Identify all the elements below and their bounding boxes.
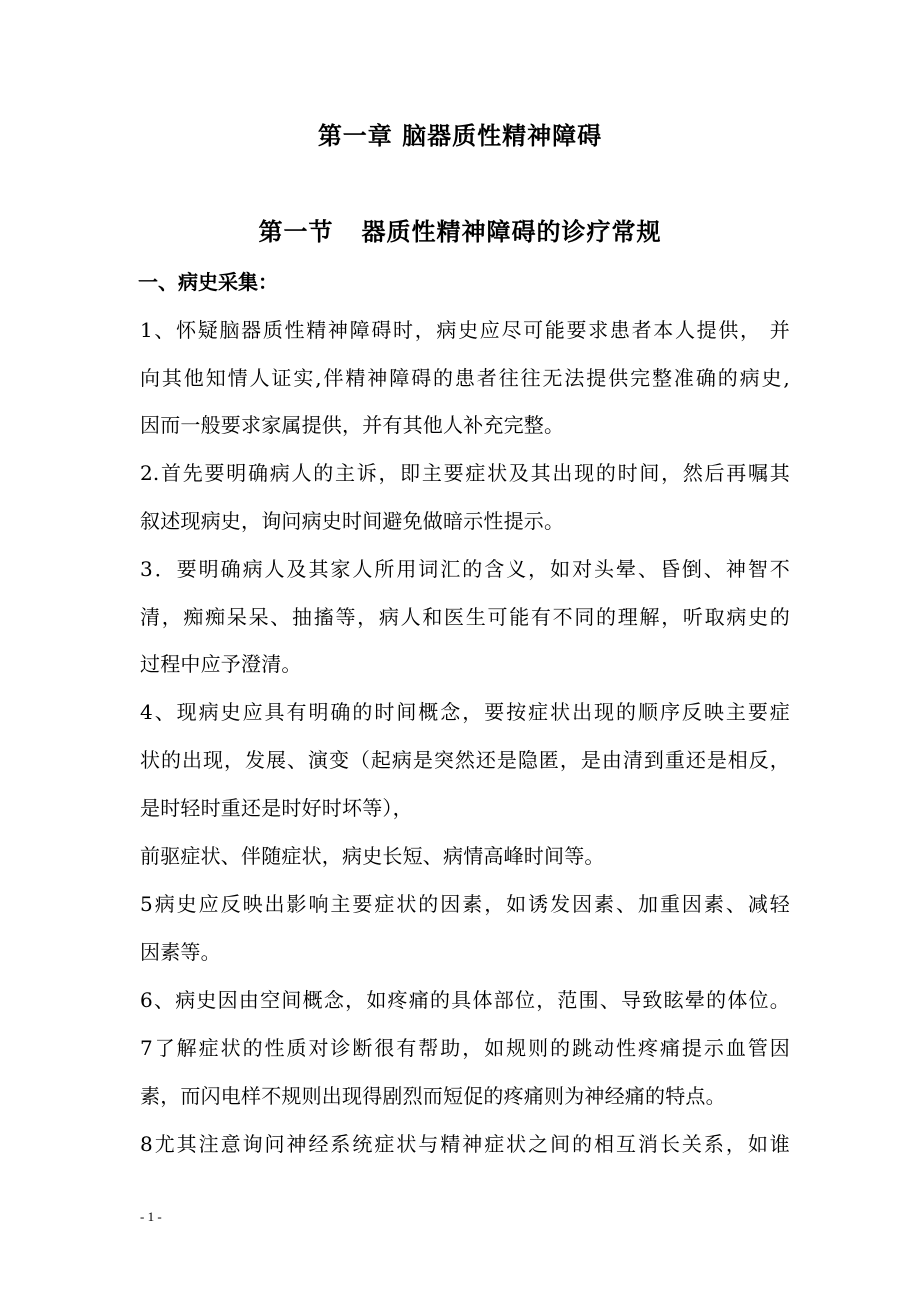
paragraph-line: 6、病史因由空间概念，如疼痛的具体部位，范围、导致眩晕的体位。 — [140, 988, 790, 1012]
paragraph-line: 因素等。 — [140, 940, 221, 964]
paragraph-line: 2.首先要明确病人的主诉，即主要症状及其出现的时间，然后再嘱其 — [140, 461, 790, 485]
paragraph-line: 1、怀疑脑器质性精神障碍时，病史应尽可能要求患者本人提供， 并 — [140, 318, 790, 342]
paragraph-line: 向其他知情人证实,伴精神障碍的患者往往无法提供完整准确的病史, — [140, 366, 790, 390]
subsection-heading: 一、病史采集： — [138, 270, 278, 294]
paragraph-line: 清，痴痴呆呆、抽搐等，病人和医生可能有不同的理解，听取病史的 — [140, 605, 790, 629]
paragraph-line: 是时轻时重还是时好时坏等）， — [140, 796, 413, 820]
section-title: 第一节 器质性精神障碍的诊疗常规 — [258, 217, 662, 246]
paragraph-line: 8尤其注意询问神经系统症状与精神症状之间的相互消长关系，如谁 — [140, 1132, 790, 1156]
page-number: - 1 - — [140, 1209, 162, 1224]
paragraph-line: 5病史应反映出影响主要症状的因素，如诱发因素、加重因素、减轻 — [140, 892, 790, 916]
paragraph-line: 前驱症状、伴随症状，病史长短、病情高峰时间等。 — [140, 844, 605, 868]
paragraph-line: 状的出现，发展、演变（起病是突然还是隐匿，是由清到重还是相反， — [140, 748, 790, 772]
paragraph-line: 过程中应予澄清。 — [140, 652, 302, 676]
paragraph-line: 7了解症状的性质对诊断很有帮助，如规则的跳动性疼痛提示血管因 — [140, 1036, 790, 1060]
paragraph-line: 4、现病史应具有明确的时间概念，要按症状出现的顺序反映主要症 — [140, 700, 790, 724]
paragraph-line: 叙述现病史，询问病史时间避免做暗示性提示。 — [140, 509, 565, 533]
paragraph-line: 素，而闪电样不规则出现得剧烈而短促的疼痛则为神经痛的特点。 — [140, 1084, 726, 1108]
paragraph-line: 3．要明确病人及其家人所用词汇的含义，如对头晕、昏倒、神智不 — [140, 557, 790, 581]
paragraph-line: 因而一般要求家属提供，并有其他人补充完整。 — [140, 413, 565, 437]
chapter-title: 第一章 脑器质性精神障碍 — [317, 121, 603, 150]
